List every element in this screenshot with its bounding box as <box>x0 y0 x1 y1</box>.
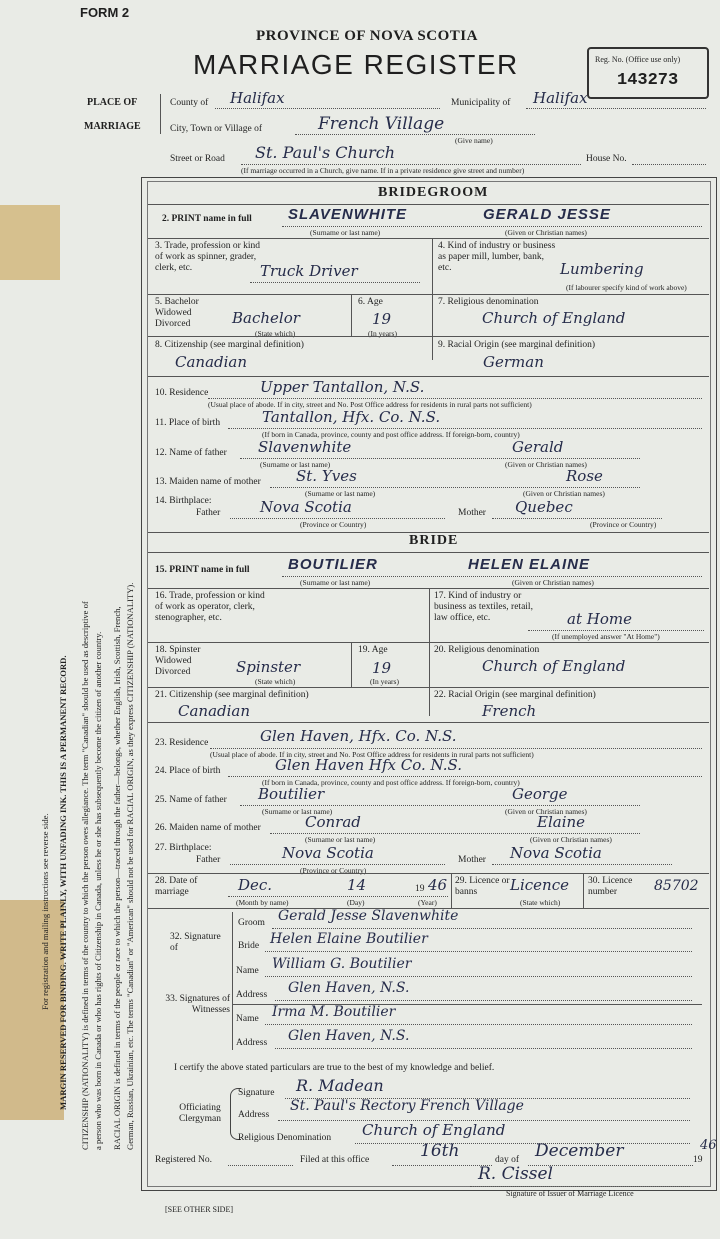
bride-bp-mother-value: Nova Scotia <box>510 844 602 862</box>
municipality-value: Halifax <box>533 89 588 107</box>
clergy-sig-label: Signature <box>238 1088 275 1098</box>
margin-line-5: RACIAL ORIGIN is defined in terms of the people or race to which the person—traced through the father—belongs, whether English, Irish, Scottish, French, <box>112 606 122 1150</box>
marriage-day: 14 <box>347 876 367 894</box>
groom-father-label: 12. Name of father <box>155 448 227 458</box>
filed-month: December <box>535 1141 624 1161</box>
street-value: St. Paul's Church <box>255 143 396 162</box>
groom-surname: SLAVENWHITE <box>288 206 408 223</box>
city-caption: (Give name) <box>455 136 493 145</box>
w2-addr-label: Address <box>236 1038 268 1048</box>
house-no-label: House No. <box>586 154 627 164</box>
margin-line-6: German, Russian, Ukrainian, etc. The terms "Canadian" or "American" should not be used for RACIAL ORIGIN, as they express CITIZENSHIP (NATIONALITY). <box>125 582 135 1150</box>
bride-mother-surname: Conrad <box>305 813 361 831</box>
groom-bp-mother-value: Quebec <box>515 498 573 516</box>
bride-bp-mother-label: Mother <box>458 855 486 865</box>
bride-age-caption: (In years) <box>370 677 399 686</box>
groom-mother-surname-caption: (Surname or last name) <box>305 489 376 498</box>
margin-line-3: CITIZENSHIP (NATIONALITY) is defined in terms of the country to which the person owes allegiance. The term "Canadian" should be used as descriptive of <box>80 601 90 1150</box>
bride-bp-label: 27. Birthplace: <box>155 843 212 853</box>
groom-industry-caption: (If labourer specify kind of work above) <box>566 283 687 292</box>
groom-mother-surname: St. Yves <box>296 467 357 485</box>
bride-status-caption: (State which) <box>255 677 296 686</box>
reg-no-box <box>587 47 709 99</box>
groom-bp-father-label: Father <box>196 508 221 518</box>
groom-citizenship-value: Canadian <box>175 353 248 371</box>
street-label: Street or Road <box>170 154 225 164</box>
bride-industry-label: 17. Kind of industry or business as textiles, retail, law office, etc. <box>434 591 533 623</box>
bride-signature: Helen Elaine Boutilier <box>270 931 428 947</box>
margin-line-4: a person who was born in Canada or who has rights of Citizenship in Canada, unless he or she has subsequently become the citizen of another country. <box>93 631 103 1150</box>
groom-age-label: 6. Age <box>358 297 383 307</box>
groom-surname-caption: (Surname or last name) <box>310 228 381 237</box>
groom-birthplace-label: 11. Place of birth <box>155 418 221 428</box>
groom-bp-father-caption: (Province or Country) <box>300 520 367 529</box>
bride-bp-father-value: Nova Scotia <box>282 844 374 862</box>
bride-age-value: 19 <box>372 659 392 677</box>
bride-given-caption: (Given or Christian names) <box>512 578 594 587</box>
licence-caption: (State which) <box>520 898 561 907</box>
groom-father-surname-caption: (Surname or last name) <box>260 460 331 469</box>
marriage-year: 46 <box>428 876 448 894</box>
groom-father-given-caption: (Given or Christian names) <box>505 460 587 469</box>
marriage-day-caption: (Day) <box>347 898 365 907</box>
bride-residence-caption: (Usual place of abode. If in city, street and No. Post Office address for residents in rural parts not sufficient) <box>210 750 534 759</box>
bride-father-surname: Boutilier <box>258 785 325 803</box>
bride-name-label: 15. PRINT name in full <box>155 565 250 575</box>
w2-name-label: Name <box>236 1014 259 1024</box>
groom-racial-value: German <box>483 353 544 371</box>
bride-mother-given: Elaine <box>537 813 586 831</box>
w2-name: Irma M. Boutilier <box>272 1004 396 1020</box>
bride-bp-father-label: Father <box>196 855 221 865</box>
groom-mother-given-caption: (Given or Christian names) <box>523 489 605 498</box>
groom-residence-label: 10. Residence <box>155 388 209 398</box>
licence-number-label: 30. Licence number <box>588 876 633 897</box>
groom-bp-mother-caption: (Province or Country) <box>590 520 657 529</box>
issuer-caption: Signature of Issuer of Marriage Licence <box>506 1189 634 1198</box>
bride-citizenship-value: Canadian <box>178 702 251 720</box>
bride-industry-caption: (If unemployed answer "At Home") <box>552 632 660 641</box>
bride-mother-given-caption: (Given or Christian names) <box>530 835 612 844</box>
bride-birthplace-caption: (If born in Canada, province, county and post office address. If foreign-born, country) <box>262 778 520 787</box>
groom-age-value: 19 <box>372 310 392 328</box>
licence-label: 29. Licence or banns <box>455 876 510 897</box>
w1-addr-label: Address <box>236 990 268 1000</box>
bride-religion-value: Church of England <box>482 657 626 675</box>
witness-label: 33. Signatures of Witnesses <box>165 994 230 1015</box>
bride-status-label: 18. Spinster Widowed Divorced <box>155 645 201 677</box>
marriage-year-caption: (Year) <box>418 898 437 907</box>
clergy-denom-label: Religious Denomination <box>238 1133 332 1143</box>
groom-sig-label: Groom <box>238 918 265 928</box>
groom-signature: Gerald Jesse Slavenwhite <box>278 908 459 924</box>
registered-no-label: Registered No. <box>155 1155 212 1165</box>
county-value: Halifax <box>230 89 285 107</box>
tape-mark-bottom <box>0 900 64 1120</box>
licence-number-value: 85702 <box>654 878 699 894</box>
groom-bp-father-value: Nova Scotia <box>260 498 352 516</box>
certification-statement: I certify the above stated particulars are true to the best of my knowledge and belief. <box>174 1063 495 1073</box>
bride-mother-surname-caption: (Surname or last name) <box>305 835 376 844</box>
bride-residence-label: 23. Residence <box>155 738 209 748</box>
w2-addr: Glen Haven, N.S. <box>288 1028 410 1044</box>
bride-industry-value: at Home <box>567 610 632 628</box>
groom-name-label: 2. PRINT name in full <box>162 214 252 224</box>
margin-line-1: For registration and mailing instructions see reverse side. <box>40 813 50 1010</box>
province-heading: PROVINCE OF NOVA SCOTIA <box>256 28 478 44</box>
groom-industry-value: Lumbering <box>560 260 644 278</box>
groom-religion-value: Church of England <box>482 309 626 327</box>
groom-citizenship-label: 8. Citizenship (see marginal definition) <box>155 340 304 350</box>
bride-birthplace-label: 24. Place of birth <box>155 766 221 776</box>
day-of-label: day of <box>495 1155 520 1165</box>
groom-trade-label: 3. Trade, profession or kind of work as spinner, grader, clerk, etc. <box>155 241 261 273</box>
groom-given-caption: (Given or Christian names) <box>505 228 587 237</box>
groom-bp-label: 14. Birthplace: <box>155 496 212 506</box>
bride-birthplace-value: Glen Haven Hfx Co. N.S. <box>275 756 462 774</box>
city-label: City, Town or Village of <box>170 124 262 134</box>
clergy-denomination: Church of England <box>362 1121 506 1139</box>
issuer-signature: R. Cissel <box>478 1164 553 1184</box>
bride-status-value: Spinster <box>236 658 301 676</box>
groom-residence-caption: (Usual place of abode. If in city, street and No. Post Office address for residents in rural parts not sufficient) <box>208 400 532 409</box>
licence-value: Licence <box>510 876 569 894</box>
city-value: French Village <box>318 114 445 134</box>
groom-given: GERALD JESSE <box>483 206 611 223</box>
street-caption: (If marriage occurred in a Church, give name. If in a private residence give street and number) <box>241 166 525 175</box>
bride-residence-value: Glen Haven, Hfx. Co. N.S. <box>260 727 457 745</box>
officiating-label: Officiating Clergyman <box>178 1103 222 1124</box>
w1-name-label: Name <box>236 966 259 976</box>
groom-industry-label: 4. Kind of industry or business as paper mill, lumber, bank, etc. <box>438 241 556 273</box>
bride-trade-label: 16. Trade, profession or kind of work as operator, clerk, stenographer, etc. <box>155 591 265 623</box>
place-label-bottom: MARRIAGE <box>84 121 141 132</box>
clergy-signature: R. Madean <box>296 1076 384 1095</box>
groom-mother-given: Rose <box>566 467 603 485</box>
filed-label: Filed at this office <box>300 1155 370 1165</box>
page-title: MARRIAGE REGISTER <box>193 49 519 80</box>
bride-given: HELEN ELAINE <box>468 556 591 573</box>
groom-religion-label: 7. Religious denomination <box>438 297 539 307</box>
bride-bp-father-caption: (Province or Country) <box>300 866 367 875</box>
bridegroom-heading: BRIDEGROOM <box>378 185 489 200</box>
bride-father-given: George <box>512 785 568 803</box>
bride-surname-caption: (Surname or last name) <box>300 578 371 587</box>
groom-residence-value: Upper Tantallon, N.S. <box>260 378 425 396</box>
groom-birthplace-value: Tantallon, Hfx. Co. N.S. <box>262 408 441 426</box>
bride-father-given-caption: (Given or Christian names) <box>505 807 587 816</box>
groom-father-surname: Slavenwhite <box>258 438 352 456</box>
groom-trade-value: Truck Driver <box>260 262 358 280</box>
municipality-label: Municipality of <box>451 98 511 108</box>
w1-addr: Glen Haven, N.S. <box>288 980 410 996</box>
bride-heading: BRIDE <box>409 533 459 548</box>
groom-status-value: Bachelor <box>232 309 300 327</box>
bride-father-surname-caption: (Surname or last name) <box>262 807 333 816</box>
signature-of-label: 32. Signature of <box>170 932 221 953</box>
bride-racial-value: French <box>482 702 537 720</box>
groom-bp-mother-label: Mother <box>458 508 486 518</box>
groom-age-caption: (In years) <box>368 329 397 338</box>
marriage-month: Dec. <box>238 876 273 894</box>
groom-birthplace-caption: (If born in Canada, province, county and post office address. If foreign-born, country) <box>262 430 520 439</box>
tape-mark-top <box>0 205 60 280</box>
bride-sig-label: Bride <box>238 941 260 951</box>
bride-mother-label: 26. Maiden name of mother <box>155 823 261 833</box>
marriage-year-prefix: 19 <box>415 884 425 894</box>
filed-year-prefix: 19 <box>693 1155 703 1165</box>
groom-father-given: Gerald <box>512 438 564 456</box>
groom-mother-label: 13. Maiden name of mother <box>155 477 261 487</box>
clergy-addr-label: Address <box>238 1110 270 1120</box>
clergy-address: St. Paul's Rectory French Village <box>290 1098 524 1114</box>
form-number: FORM 2 <box>80 5 130 20</box>
bride-father-label: 25. Name of father <box>155 795 227 805</box>
w1-name: William G. Boutilier <box>272 956 412 972</box>
groom-status-caption: (State which) <box>255 329 296 338</box>
county-label: County of <box>170 98 209 108</box>
reg-no-label: Reg. No. (Office use only) <box>595 55 681 64</box>
filed-year: 46 <box>700 1138 717 1153</box>
margin-line-2: MARGIN RESERVED FOR BINDING. WRITE PLAINLY, WITH UNFADING INK. THIS IS A PERMANENT RECORD. <box>58 655 68 1110</box>
see-other-side: [SEE OTHER SIDE] <box>165 1205 233 1214</box>
bride-surname: BOUTILIER <box>288 556 378 573</box>
bride-citizenship-label: 21. Citizenship (see marginal definition) <box>155 690 309 700</box>
marriage-date-label: 28. Date of marriage <box>155 876 198 897</box>
filed-day: 16th <box>420 1141 460 1161</box>
place-label-top: PLACE OF <box>87 97 138 108</box>
bride-age-label: 19. Age <box>358 645 388 655</box>
marriage-month-caption: (Month by name) <box>236 898 289 907</box>
reg-no-value: 143273 <box>617 71 679 90</box>
groom-racial-label: 9. Racial Origin (see marginal definition) <box>438 340 596 350</box>
bride-racial-label: 22. Racial Origin (see marginal definition) <box>434 690 596 700</box>
groom-status-label: 5. Bachelor Widowed Divorced <box>155 297 199 329</box>
bride-religion-label: 20. Religious denomination <box>434 645 540 655</box>
